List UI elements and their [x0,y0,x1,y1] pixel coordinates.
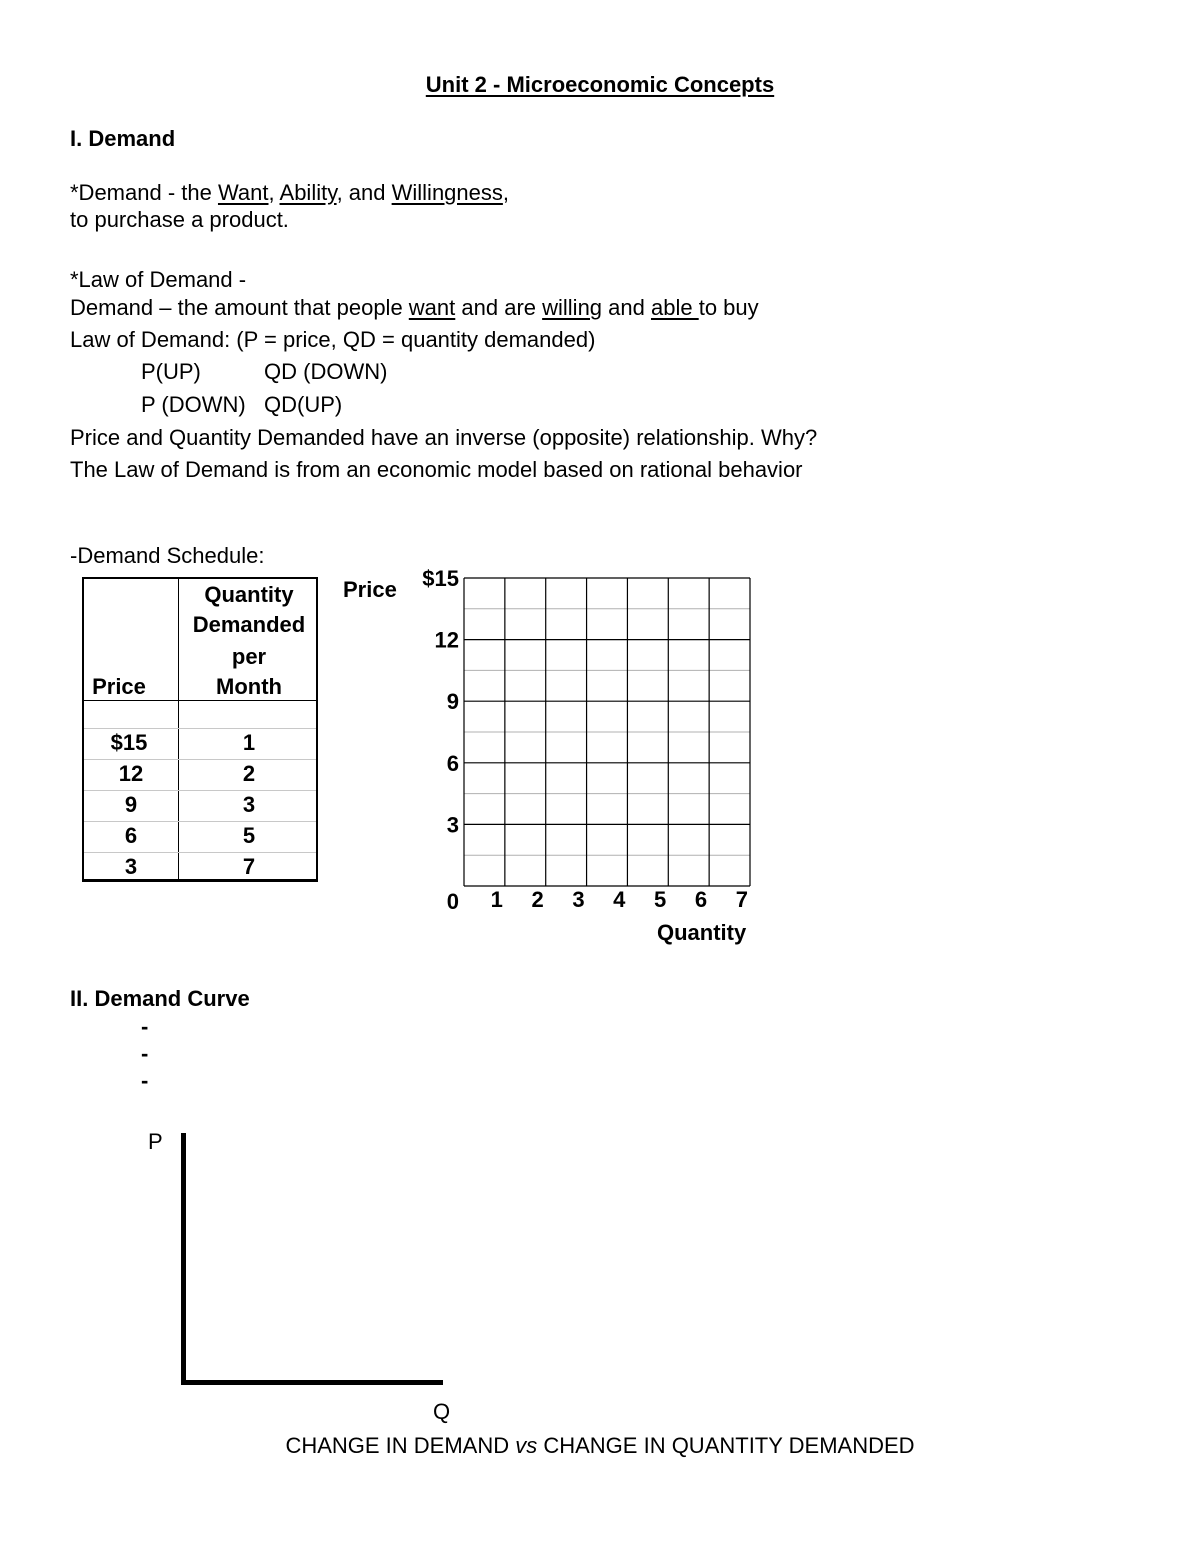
bullet-2: - [141,1041,149,1066]
table-header-qty-3: per [231,644,267,669]
bullet-1: - [141,1014,149,1039]
table-row-price: 12 [118,761,144,786]
graph-y-tick-label: 6 [446,750,459,776]
p-up: P(UP) [141,359,201,384]
p-down: P (DOWN) [141,392,246,417]
footer-right: CHANGE IN QUANTITY DEMANDED [537,1433,915,1458]
law-of-demand-heading: *Law of Demand - [70,267,247,292]
law1-want: want [408,295,456,320]
graph-x-tick-label: 4 [613,887,626,912]
law1-mid1: and are [455,295,543,320]
graph-y-tick-label: 0 [446,889,459,914]
demand-definition-line2: to purchase a product. [70,207,289,232]
table-header-qty-2: Demanded [192,612,306,637]
table-rule [84,759,316,760]
demand-schedule-label: -Demand Schedule: [70,543,265,568]
graph-x-tick-label: 7 [735,887,748,912]
law-line1 [70,295,759,321]
section-demand-curve-heading: II. Demand Curve [70,986,250,1011]
graph-x-tick-label: 2 [531,887,544,912]
qd-up: QD(UP) [264,392,343,417]
def-want: Want [217,180,269,205]
def-sep1: , [268,180,280,205]
graph-x-tick-label: 1 [490,887,503,912]
graph-x-tick-label: 3 [572,887,585,912]
change-in-demand-vs-quantity [0,1433,1200,1459]
table-rule [84,728,316,729]
graph-price-axis-label: Price [343,577,397,602]
curve-p-label: P [148,1129,163,1154]
law1-prefix: Demand – the amount that people [70,295,409,320]
def-prefix: *Demand - the [70,180,218,205]
table-header-qty-1: Quantity [204,582,294,607]
table-rule [84,790,316,791]
table-row-price: 3 [124,854,138,879]
table-row-qty: 2 [242,761,256,786]
table-rule [84,821,316,822]
def-sep2: , and [336,180,392,205]
law1-mid2: and [602,295,651,320]
graph-x-tick-label: 5 [654,887,667,912]
table-row-price: 6 [124,823,138,848]
curve-x-axis [181,1380,443,1385]
table-header-qty-4: Month [216,674,282,699]
table-row-price: $15 [110,730,148,755]
graph-y-tick-label: 12 [434,627,459,653]
table-header-rule [84,700,316,701]
def-willingness: Willingness [391,180,503,205]
footer-vs: vs [515,1433,538,1458]
law1-suffix: to buy [698,295,759,320]
table-row-qty: 1 [242,730,256,755]
law1-able: able [650,295,699,320]
demand-schedule-table [82,577,318,882]
table-rule [84,852,316,853]
section-demand-heading: I. Demand [70,126,176,151]
footer-left: CHANGE IN DEMAND [285,1433,516,1458]
inverse-relationship: Price and Quantity Demanded have an inverse (opposite) relationship. Why? [70,425,818,450]
curve-q-label: Q [433,1399,451,1424]
page-title: Unit 2 - Microeconomic Concepts [425,72,775,97]
def-suffix: , [502,180,510,205]
curve-y-axis [181,1133,186,1385]
table-row-qty: 5 [242,823,256,848]
graph-x-tick-label: 6 [694,887,708,912]
table-row-qty: 3 [242,792,256,817]
table-row-price: 9 [124,792,138,817]
demand-definition-line1 [70,180,509,206]
bullet-3: - [141,1068,149,1093]
graph-y-tick-label: 3 [446,812,459,838]
qd-down: QD (DOWN) [264,359,388,384]
economic-model: The Law of Demand is from an economic model based on rational behavior [70,457,803,482]
table-header-price: Price [92,674,146,699]
def-ability: Ability [279,180,337,205]
law1-willing: willing [542,295,603,320]
table-row-qty: 7 [242,854,256,879]
graph-y-tick-label: $15 [422,566,459,591]
graph-y-tick-label: 9 [446,689,459,715]
graph-quantity-axis-label: Quantity [657,920,747,945]
law-line2: Law of Demand: (P = price, QD = quantity demanded) [70,327,596,352]
